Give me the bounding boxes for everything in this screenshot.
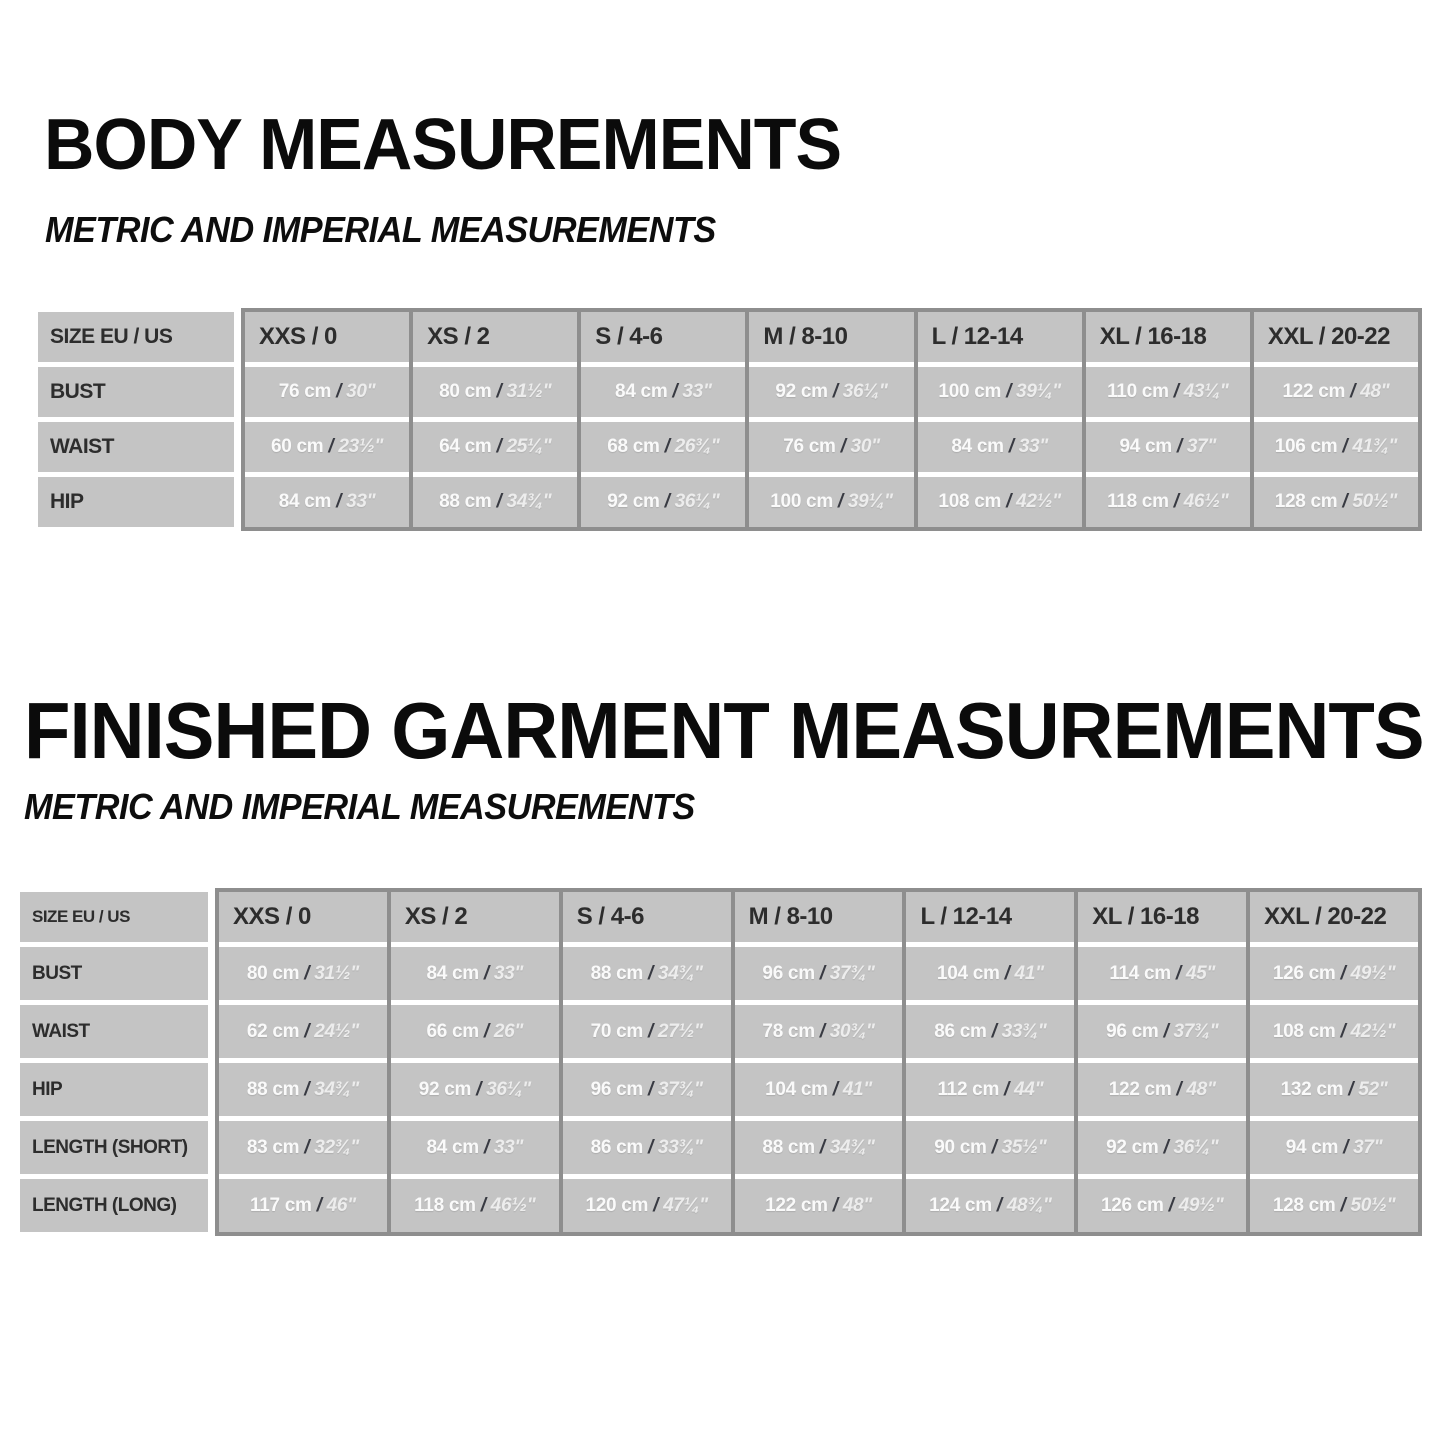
metric-value: 94 cm [1285,1136,1339,1158]
size-header: S / 4-6 [581,312,745,362]
metric-value: 112 cm [937,1078,1000,1100]
imperial-value: 33¾" [1001,1020,1047,1042]
value-separator: / [476,1078,482,1100]
metric-value: 88 cm [439,491,492,512]
measurement-cell [563,947,731,1000]
value-separator: / [1168,1194,1174,1216]
finished-garment-title-text: FINISHED GARMENT MEASUREMENTS [24,686,1424,775]
value-separator: / [480,1194,486,1216]
measurement-cell [391,1005,559,1058]
metric-value: 84 cm [951,436,1004,457]
metric-value: 96 cm [762,962,815,984]
value-separator: / [1340,962,1346,984]
imperial-value: 37¾" [657,1078,703,1100]
measurement-cell [1250,1121,1418,1174]
size-header: XXL / 20-22 [1250,892,1418,942]
value-separator: / [483,962,489,984]
metric-value: 84 cm [426,1136,479,1158]
imperial-value: 30¾" [829,1020,875,1042]
row-label-column [20,888,212,1236]
metric-value: 80 cm [439,381,492,402]
value-separator: / [304,962,310,984]
imperial-value: 52" [1358,1078,1388,1100]
imperial-value: 33" [1018,436,1048,457]
size-column [1246,888,1422,1236]
measurement-cell [735,1063,903,1116]
metric-value: 104 cm [765,1078,828,1100]
measurement-cell [391,1063,559,1116]
imperial-value: 31½" [506,381,552,402]
value-separator: / [316,1194,322,1216]
imperial-value: 25¼" [506,436,552,457]
value-separator: / [837,491,843,512]
imperial-value: 32¾" [314,1136,359,1158]
size-columns [215,888,1422,1236]
corner-cell: SIZE EU / US [20,892,208,942]
imperial-value: 26" [493,1020,524,1042]
measurement-cell [1078,1121,1246,1174]
value-separator: / [1163,1136,1169,1158]
measurement-cell [581,367,745,417]
metric-value: 76 cm [278,381,332,402]
body-measurements-subtitle-text: METRIC AND IMPERIAL MEASUREMENTS [45,209,716,250]
metric-value: 76 cm [783,436,836,457]
measurement-cell [1086,422,1250,472]
finished-garment-table [20,888,1422,1236]
imperial-value: 30" [346,381,376,402]
metric-value: 126 cm [1101,1194,1164,1216]
value-separator: / [336,381,342,402]
size-column [241,308,413,531]
metric-value: 86 cm [934,1020,987,1042]
measurement-cell [1078,1063,1246,1116]
measurement-cell [245,367,409,417]
finished-garment-title [24,686,1445,775]
value-separator: / [328,436,334,457]
finished-garment-subtitle [24,786,730,827]
metric-value: 78 cm [762,1020,815,1042]
metric-value: 132 cm [1280,1078,1344,1100]
metric-value: 124 cm [929,1194,992,1216]
metric-value: 70 cm [590,1020,643,1042]
measurement-cell [1086,477,1250,527]
imperial-value: 37" [1353,1136,1383,1158]
value-separator: / [1173,491,1179,512]
value-separator: / [832,1078,838,1100]
imperial-value: 33" [346,491,376,512]
imperial-value: 44" [1014,1078,1044,1100]
value-separator: / [1008,436,1014,457]
measurement-cell [749,367,913,417]
metric-value: 88 cm [762,1136,815,1158]
metric-value: 90 cm [934,1136,987,1158]
measurement-cell [1250,1063,1418,1116]
size-column [559,888,735,1236]
imperial-value: 27½" [657,1020,703,1042]
row-label-column [38,308,238,531]
value-separator: / [496,381,502,402]
measurement-cell [581,477,745,527]
value-separator: / [1004,962,1010,984]
metric-value: 84 cm [278,491,332,512]
size-header: M / 8-10 [749,312,913,362]
measurement-cell [906,1179,1074,1232]
value-separator: / [1176,436,1182,457]
metric-value: 96 cm [1106,1020,1159,1042]
size-column [731,888,907,1236]
row-label: BUST [20,947,208,1000]
metric-value: 122 cm [765,1194,828,1216]
measurement-cell [1250,1179,1418,1232]
measurement-cell [906,1063,1074,1116]
imperial-value: 41¾" [1352,436,1398,457]
measurement-cell [245,422,409,472]
size-header: XL / 16-18 [1086,312,1250,362]
imperial-value: 48" [1186,1078,1216,1100]
metric-value: 122 cm [1108,1078,1172,1100]
measurement-cell [219,1005,387,1058]
imperial-value: 33" [682,381,712,402]
size-header: XL / 16-18 [1078,892,1246,942]
measurement-cell [906,1121,1074,1174]
finished-garment-subtitle-text: METRIC AND IMPERIAL MEASUREMENTS [24,786,695,827]
value-separator: / [1173,381,1179,402]
value-separator: / [304,1136,310,1158]
imperial-value: 46" [326,1194,356,1216]
row-label: LENGTH (LONG) [20,1179,208,1232]
value-separator: / [496,491,502,512]
measurement-cell [563,1005,731,1058]
metric-value: 128 cm [1274,491,1338,512]
value-separator: / [819,1020,825,1042]
imperial-value: 35½" [1001,1136,1047,1158]
value-separator: / [832,1194,838,1216]
measurement-cell [391,947,559,1000]
measurement-cell [749,422,913,472]
metric-value: 83 cm [246,1136,300,1158]
body-measurements-subtitle [45,209,751,250]
value-separator: / [840,436,846,457]
value-separator: / [1342,436,1348,457]
size-column [409,308,581,531]
imperial-value: 46½" [1183,491,1229,512]
imperial-value: 48¾" [1006,1194,1052,1216]
metric-value: 118 cm [414,1194,476,1216]
measurement-cell [219,1179,387,1232]
measurement-cell [906,1005,1074,1058]
imperial-value: 43¼" [1183,381,1229,402]
imperial-value: 34¾" [657,962,703,984]
row-label: WAIST [20,1005,208,1058]
value-separator: / [1343,1136,1349,1158]
body-measurements-table [38,308,1422,531]
metric-value: 92 cm [607,491,660,512]
value-separator: / [1006,491,1012,512]
value-separator: / [336,491,342,512]
value-separator: / [1342,491,1348,512]
metric-value: 108 cm [938,491,1002,512]
imperial-value: 50½" [1350,1194,1396,1216]
size-header: XS / 2 [391,892,559,942]
measurement-cell [735,1179,903,1232]
measurement-cell [1254,422,1418,472]
metric-value: 84 cm [426,962,479,984]
measurement-cell [219,947,387,1000]
imperial-value: 48" [842,1194,872,1216]
metric-value: 114 cm [1109,962,1171,984]
measurement-cell [1250,1005,1418,1058]
measurement-cell [391,1121,559,1174]
measurement-cell [219,1121,387,1174]
measurement-cell [1254,477,1418,527]
imperial-value: 49½" [1350,962,1396,984]
imperial-value: 30" [850,436,880,457]
imperial-value: 48" [1360,381,1390,402]
value-separator: / [1163,1020,1169,1042]
metric-value: 117 cm [250,1194,312,1216]
size-header: XXL / 20-22 [1254,312,1418,362]
metric-value: 128 cm [1272,1194,1336,1216]
size-column [1250,308,1422,531]
imperial-value: 37¾" [1173,1020,1219,1042]
size-header: M / 8-10 [735,892,903,942]
measurement-cell [219,1063,387,1116]
metric-value: 92 cm [418,1078,472,1100]
measurement-cell [563,1121,731,1174]
metric-value: 86 cm [590,1136,643,1158]
metric-value: 120 cm [585,1194,649,1216]
imperial-value: 33" [493,1136,524,1158]
metric-value: 60 cm [270,436,324,457]
imperial-value: 45" [1185,962,1216,984]
value-separator: / [991,1136,997,1158]
size-column [902,888,1078,1236]
size-header: XS / 2 [413,312,577,362]
metric-value: 94 cm [1119,436,1172,457]
imperial-value: 47¼" [663,1194,708,1216]
measurement-cell [1078,1179,1246,1232]
value-separator: / [664,436,670,457]
value-separator: / [653,1194,659,1216]
measurement-cell [735,947,903,1000]
metric-value: 88 cm [590,962,643,984]
metric-value: 62 cm [246,1020,300,1042]
row-label: BUST [38,367,234,417]
measurement-cell [1086,367,1250,417]
corner-cell: SIZE EU / US [38,312,234,362]
size-columns [241,308,1422,531]
measurement-cell [1250,947,1418,1000]
imperial-value: 39¼" [1016,381,1061,402]
metric-value: 106 cm [1274,436,1338,457]
value-separator: / [1175,962,1181,984]
imperial-value: 41" [1014,962,1044,984]
metric-value: 64 cm [439,436,492,457]
imperial-value: 46½" [490,1194,536,1216]
metric-value: 104 cm [936,962,1000,984]
size-column [1074,888,1250,1236]
value-separator: / [304,1078,310,1100]
metric-value: 92 cm [1106,1136,1159,1158]
imperial-value: 33¾" [657,1136,703,1158]
size-column [215,888,391,1236]
metric-value: 118 cm [1107,491,1169,512]
value-separator: / [496,436,502,457]
measurement-cell [245,477,409,527]
imperial-value: 34¾" [314,1078,359,1100]
metric-value: 110 cm [1107,381,1169,402]
value-separator: / [1176,1078,1182,1100]
value-separator: / [1340,1020,1346,1042]
metric-value: 100 cm [770,491,833,512]
value-separator: / [304,1020,310,1042]
measurement-cell [563,1063,731,1116]
value-separator: / [1350,381,1356,402]
measurement-cell [1078,1005,1246,1058]
measurement-cell [918,367,1082,417]
value-separator: / [672,381,678,402]
measurement-cell [413,422,577,472]
imperial-value: 49½" [1178,1194,1224,1216]
metric-value: 92 cm [775,381,828,402]
measurement-cell [413,477,577,527]
value-separator: / [832,381,838,402]
measurement-cell [563,1179,731,1232]
value-separator: / [991,1020,997,1042]
metric-value: 100 cm [938,381,1002,402]
metric-value: 108 cm [1272,1020,1336,1042]
metric-value: 96 cm [590,1078,643,1100]
metric-value: 66 cm [426,1020,479,1042]
measurement-cell [1254,367,1418,417]
imperial-value: 42½" [1016,491,1061,512]
imperial-value: 39¼" [847,491,893,512]
imperial-value: 50½" [1352,491,1398,512]
metric-value: 122 cm [1282,381,1346,402]
row-label: LENGTH (SHORT) [20,1121,208,1174]
row-label: WAIST [38,422,234,472]
imperial-value: 36¼" [486,1078,531,1100]
value-separator: / [664,491,670,512]
imperial-value: 36¼" [1173,1136,1219,1158]
metric-value: 88 cm [246,1078,300,1100]
imperial-value: 36¼" [842,381,888,402]
size-header: L / 12-14 [918,312,1082,362]
imperial-value: 24½" [314,1020,359,1042]
value-separator: / [647,1078,653,1100]
value-separator: / [483,1020,489,1042]
value-separator: / [647,962,653,984]
metric-value: 126 cm [1272,962,1336,984]
measurement-cell [391,1179,559,1232]
imperial-value: 42½" [1350,1020,1396,1042]
size-column [914,308,1086,531]
value-separator: / [647,1020,653,1042]
row-label: HIP [38,477,234,527]
value-separator: / [1340,1194,1346,1216]
size-column [577,308,749,531]
imperial-value: 41" [842,1078,872,1100]
value-separator: / [819,1136,825,1158]
imperial-value: 36¼" [674,491,720,512]
imperial-value: 26¾" [674,436,720,457]
size-header: XXS / 0 [219,892,387,942]
measurement-cell [749,477,913,527]
measurement-cell [413,367,577,417]
size-header: L / 12-14 [906,892,1074,942]
measurement-cell [735,1005,903,1058]
imperial-value: 37" [1186,436,1217,457]
imperial-value: 33" [493,962,524,984]
value-separator: / [996,1194,1002,1216]
metric-value: 80 cm [246,962,300,984]
row-label: HIP [20,1063,208,1116]
size-header: S / 4-6 [563,892,731,942]
measurement-cell [918,422,1082,472]
measurement-cell [918,477,1082,527]
value-separator: / [647,1136,653,1158]
value-separator: / [483,1136,489,1158]
body-measurements-title [44,105,866,185]
imperial-value: 23½" [338,436,384,457]
size-column [1082,308,1254,531]
metric-value: 68 cm [607,436,660,457]
size-column [745,308,917,531]
measurement-cell [735,1121,903,1174]
measurement-cell [581,422,745,472]
value-separator: / [1348,1078,1354,1100]
measurement-cell [1078,947,1246,1000]
value-separator: / [1006,381,1012,402]
metric-value: 84 cm [615,381,668,402]
body-measurements-title-text: BODY MEASUREMENTS [44,105,842,185]
size-column [387,888,563,1236]
value-separator: / [819,962,825,984]
measurement-cell [906,947,1074,1000]
value-separator: / [1004,1078,1010,1100]
imperial-value: 34¾" [506,491,552,512]
imperial-value: 34¾" [829,1136,875,1158]
size-header: XXS / 0 [245,312,409,362]
imperial-value: 37¾" [829,962,875,984]
imperial-value: 31½" [314,962,359,984]
